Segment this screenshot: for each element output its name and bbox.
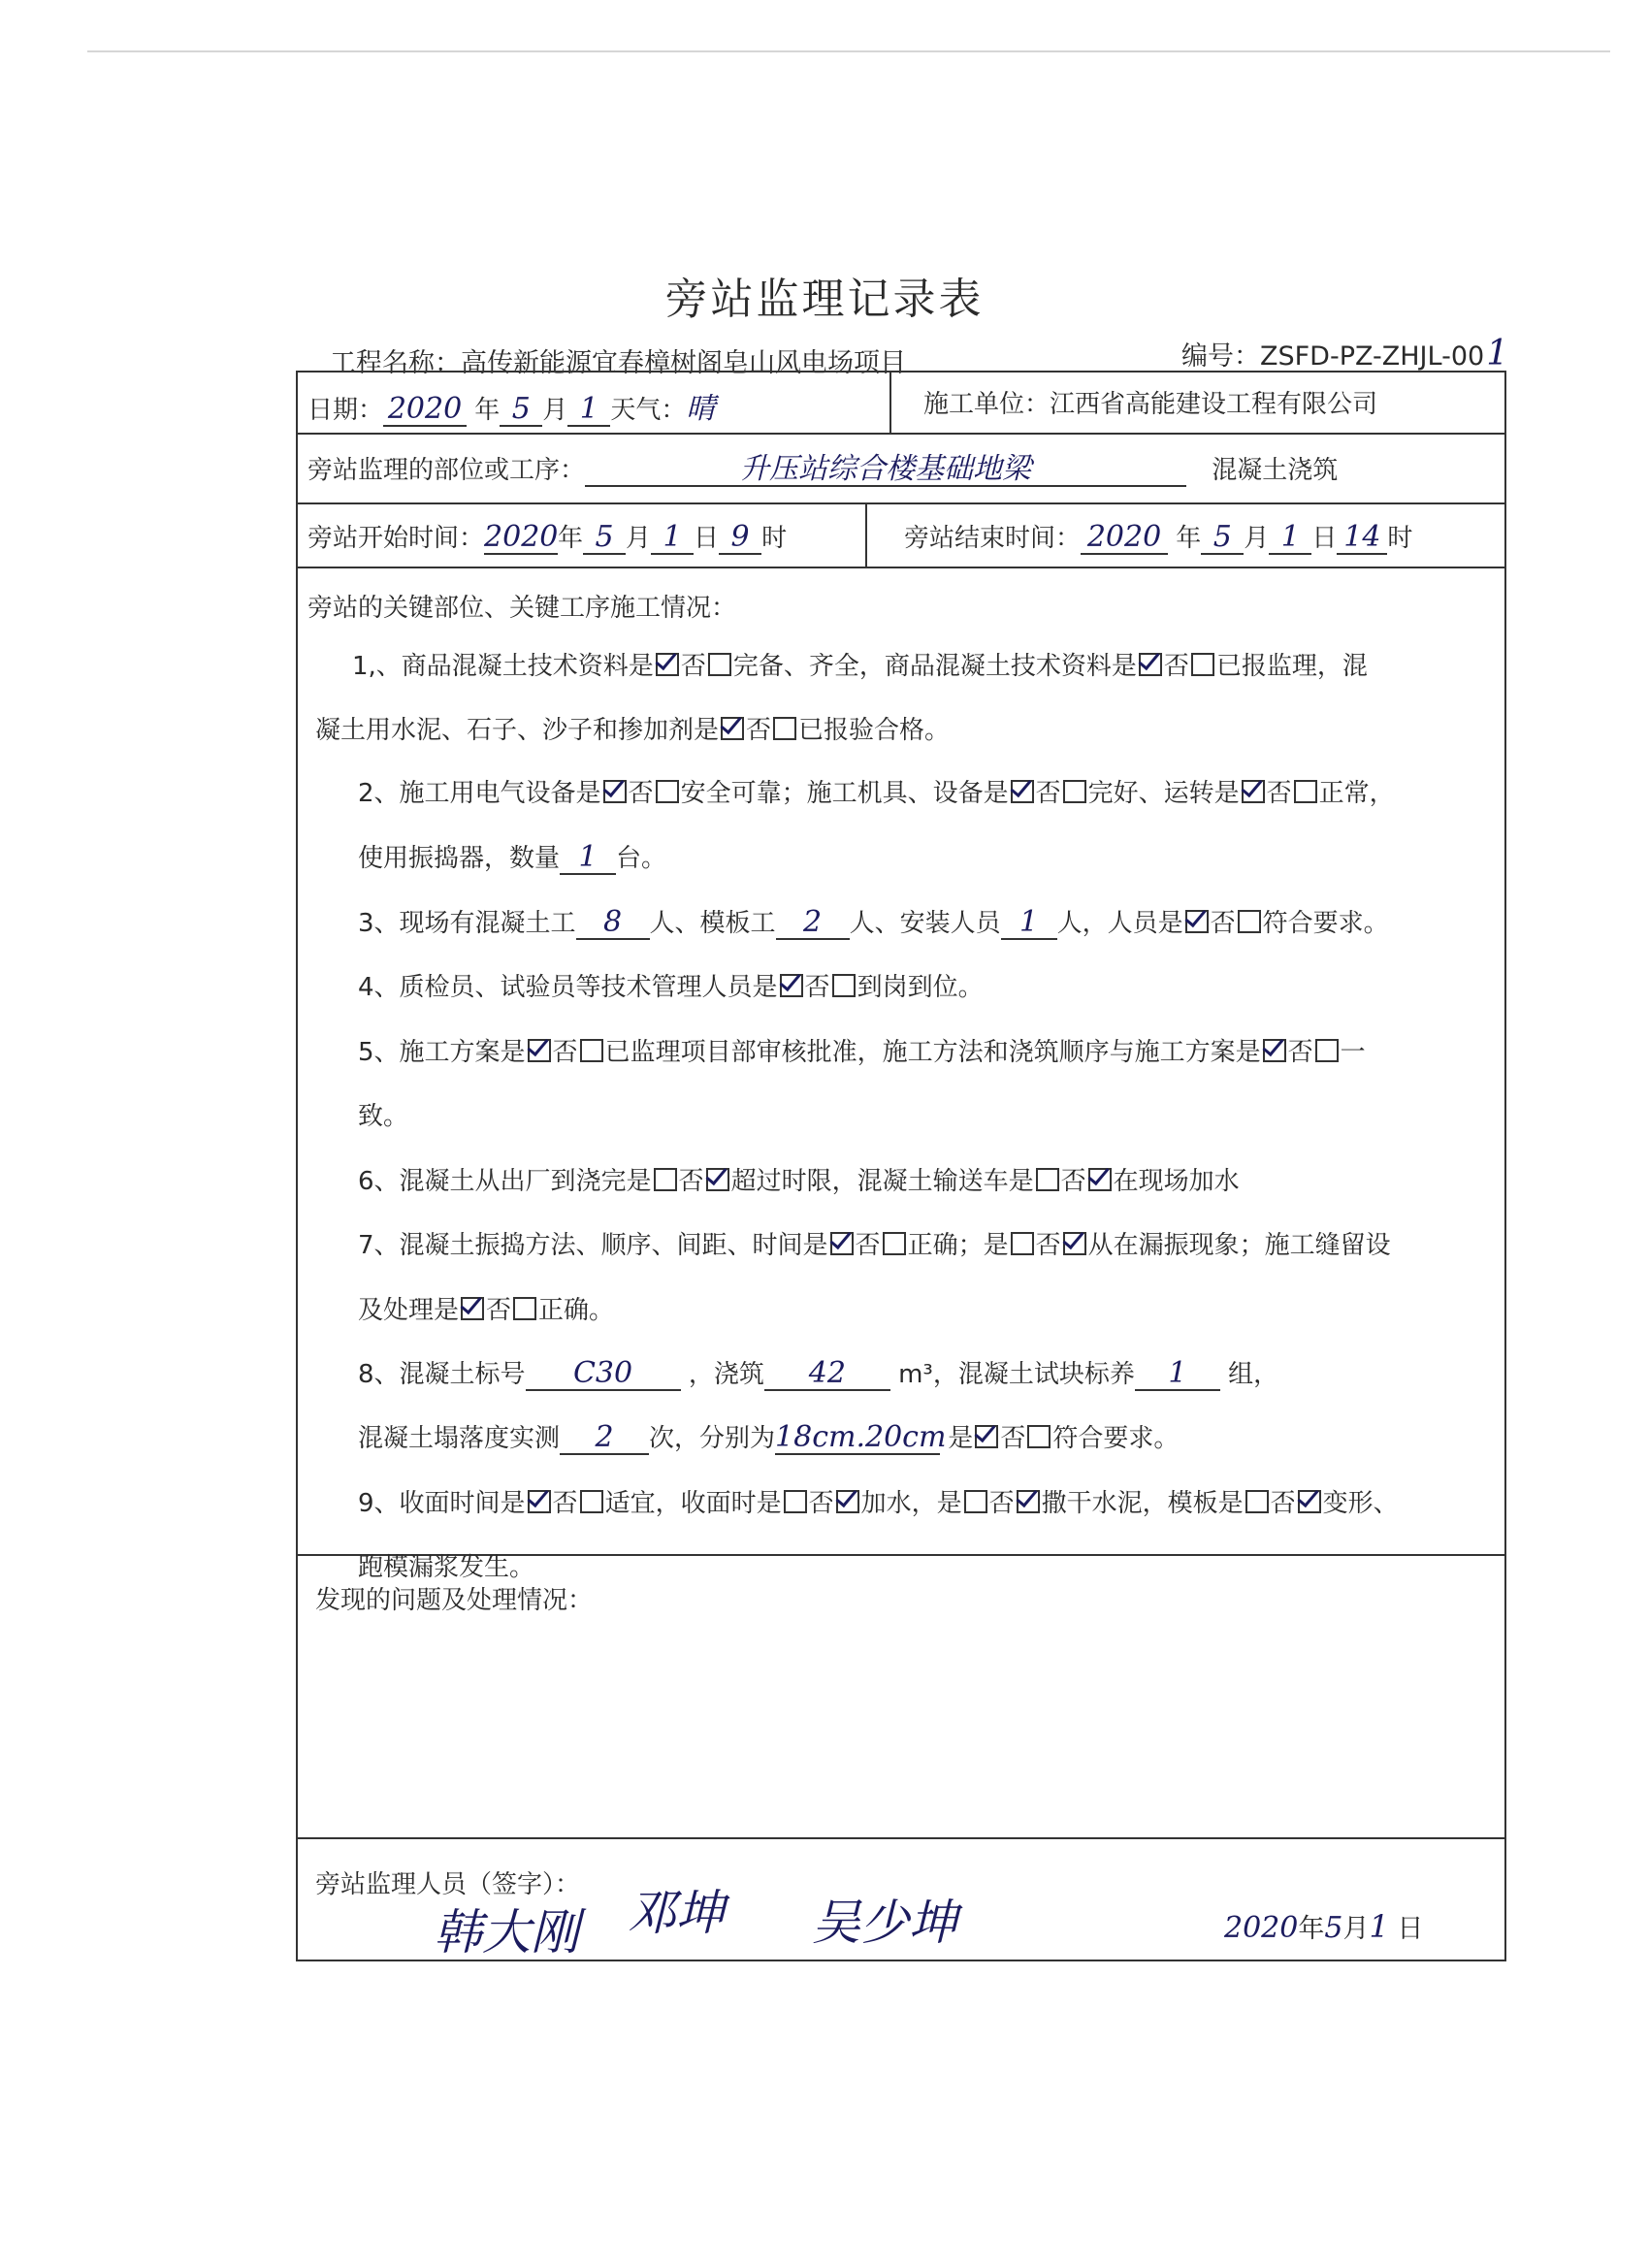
checkbox-checked[interactable]: [721, 717, 744, 740]
sig-month-unit: 月: [1342, 1914, 1370, 1944]
sig-year: 2020: [1224, 1911, 1299, 1945]
item-4: 4、质检员、试验员等技术管理人员是 否 到岗到位。: [358, 973, 984, 1002]
checkbox-checked[interactable]: [528, 1039, 551, 1062]
signature-1: 韩大刚: [434, 1904, 579, 1960]
start-time-cell: [307, 518, 787, 555]
signature-3: 吴少坤: [812, 1895, 957, 1951]
concrete-workers: 8: [603, 905, 623, 939]
start-month: 5: [595, 520, 614, 554]
code-printed: ZSFD-PZ-ZHJL-00: [1260, 341, 1485, 372]
location-handwritten: 升压站综合楼基础地梁: [740, 452, 1032, 486]
form-code: [1181, 334, 1508, 373]
checkbox-checked[interactable]: [706, 1168, 729, 1191]
start-hour-unit: 时: [761, 524, 788, 553]
item-2-line-2: 使用振捣器，数量 1 台。: [358, 840, 667, 874]
item-1-line-1: 1,、商品混凝土技术资料是 否 完备、齐全，商品混凝土技术资料是 否 已报监理，混: [352, 652, 1368, 681]
supervisor-label: 旁站监理人员（签字）：: [315, 1870, 581, 1899]
end-label: 旁站结束时间：: [904, 524, 1082, 553]
checkbox-empty[interactable]: [964, 1490, 987, 1513]
formwork-workers: 2: [803, 905, 823, 939]
issues-heading: 发现的问题及处理情况：: [315, 1586, 594, 1615]
end-hour: 14: [1343, 520, 1381, 554]
pour-volume: 42: [808, 1356, 846, 1390]
checkbox-empty[interactable]: [1245, 1490, 1269, 1513]
row-divider: [298, 1837, 1504, 1839]
install-workers: 1: [1019, 905, 1039, 939]
item-8-line-2: 混凝土塌落度实测 2 次，分别为18cm.20cm 是 否 符合要求。: [358, 1420, 1180, 1454]
checkbox-empty[interactable]: [708, 653, 731, 676]
date-year-unit: 年: [474, 396, 501, 425]
date-label: 日期：: [307, 396, 384, 425]
checkbox-checked[interactable]: [461, 1297, 484, 1320]
checkbox-empty[interactable]: [654, 1168, 677, 1191]
date-month-unit: 月: [542, 396, 568, 425]
checkbox-checked[interactable]: [528, 1490, 551, 1513]
checkbox-empty[interactable]: [1315, 1039, 1339, 1062]
contractor-label: 施工单位：: [923, 390, 1051, 419]
contractor-cell: [923, 384, 1377, 420]
col-divider: [865, 502, 867, 567]
checkbox-checked[interactable]: [836, 1490, 859, 1513]
item-3: 3、现场有混凝土工 8 人、模板工 2 人、安装人员 1 人，人员是 否 符合要求。: [358, 905, 1389, 939]
section-heading: 旁站的关键部位、关键工序施工情况：: [307, 594, 737, 623]
checkbox-checked[interactable]: [603, 780, 627, 803]
end-month-unit: 月: [1244, 524, 1270, 553]
location-label: 旁站监理的部位或工序：: [307, 456, 586, 485]
checkbox-empty[interactable]: [784, 1490, 807, 1513]
row-divider: [298, 502, 1504, 504]
checkbox-empty[interactable]: [773, 717, 796, 740]
checkbox-checked[interactable]: [830, 1232, 854, 1255]
item-5-line-1: 5、施工方案是 否 已监理项目部审核批准，施工方法和浇筑顺序与施工方案是 否 一: [358, 1038, 1366, 1067]
start-label: 旁站开始时间：: [307, 524, 485, 553]
end-year-unit: 年: [1176, 524, 1202, 553]
end-day: 1: [1280, 520, 1300, 554]
project-name: 高传新能源宜春樟树阁皂山风电场项目: [461, 348, 906, 378]
vibrator-count: 1: [578, 840, 598, 874]
row-divider: [298, 433, 1504, 435]
checkbox-checked[interactable]: [1088, 1168, 1112, 1191]
checkbox-checked[interactable]: [1185, 910, 1209, 933]
end-time-cell: [904, 518, 1412, 555]
checkbox-empty[interactable]: [1036, 1168, 1059, 1191]
signature-2: 邓坤: [628, 1885, 725, 1941]
item-9-line-1: 9、收面时间是 否 适宜，收面时是 否 加水，是 否 撒干水泥，模板是 否 变形、: [358, 1489, 1399, 1518]
slump-tests: 2: [595, 1420, 614, 1454]
contractor-name: 江西省高能建设工程有限公司: [1050, 390, 1378, 419]
checkbox-empty[interactable]: [656, 780, 679, 803]
item-5-line-2: 致。: [358, 1102, 409, 1131]
end-hour-unit: 时: [1387, 524, 1413, 553]
concrete-grade: C30: [572, 1356, 633, 1390]
checkbox-empty[interactable]: [832, 974, 856, 997]
date-weather-label: 天气：: [610, 396, 687, 425]
test-blocks: 1: [1168, 1356, 1187, 1390]
form-title: 旁站监理记录表: [664, 275, 985, 324]
project-label: 工程名称：: [330, 348, 461, 378]
checkbox-checked[interactable]: [1263, 1039, 1286, 1062]
col-divider: [889, 373, 891, 433]
checkbox-checked[interactable]: [1011, 780, 1034, 803]
location-process: 混凝土浇筑: [1212, 456, 1339, 485]
start-year-unit: 年: [558, 524, 584, 553]
signature-date: [1224, 1907, 1423, 1945]
start-month-unit: 月: [626, 524, 652, 553]
end-month: 5: [1212, 520, 1232, 554]
date-month: 5: [511, 392, 531, 426]
checkbox-empty[interactable]: [580, 1490, 603, 1513]
scan-edge-line: [87, 50, 1610, 52]
checkbox-empty[interactable]: [1191, 653, 1214, 676]
checkbox-checked[interactable]: [975, 1425, 998, 1448]
checkbox-empty[interactable]: [513, 1297, 536, 1320]
location-cell: [307, 450, 1338, 487]
slump-values: 18cm.20cm: [775, 1420, 947, 1454]
weather-value: 晴: [686, 392, 716, 426]
date-year: 2020: [387, 392, 463, 426]
end-year: 2020: [1086, 520, 1162, 554]
item-1-line-2: 凝土用水泥、石子、沙子和掺加剂是 否 已报验合格。: [315, 716, 951, 745]
item-7-line-1: 7、混凝土振捣方法、顺序、间距、时间是 否 正确；是 否 从在漏振现象；施工缝留设: [358, 1231, 1391, 1260]
checkbox-checked[interactable]: [780, 974, 803, 997]
date-cell: [307, 384, 715, 427]
checkbox-checked[interactable]: [656, 653, 679, 676]
sig-day: 1: [1369, 1908, 1389, 1945]
end-day-unit: 日: [1311, 524, 1338, 553]
item-9-line-2: 跑模漏浆发生。: [358, 1553, 535, 1582]
row-divider: [298, 567, 1504, 568]
sig-year-unit: 年: [1298, 1914, 1325, 1944]
checkbox-checked[interactable]: [1298, 1490, 1321, 1513]
item-7-line-2: 及处理是 否 正确。: [358, 1296, 615, 1325]
checkbox-empty[interactable]: [580, 1039, 603, 1062]
checkbox-checked[interactable]: [1017, 1490, 1040, 1513]
item-8-line-1: 8、混凝土标号 C30 ，浇筑 42 m³，混凝土试块标养 1 组，: [358, 1356, 1279, 1390]
checkbox-empty[interactable]: [883, 1232, 906, 1255]
checkbox-empty[interactable]: [1238, 910, 1261, 933]
code-handwritten: 1: [1486, 334, 1509, 373]
checkbox-checked[interactable]: [1063, 1232, 1086, 1255]
checkbox-empty[interactable]: [1027, 1425, 1051, 1448]
sig-month: 5: [1324, 1911, 1343, 1945]
start-year: 2020: [484, 520, 559, 554]
checkbox-empty[interactable]: [1011, 1232, 1034, 1255]
checkbox-checked[interactable]: [1139, 653, 1162, 676]
start-hour: 9: [730, 520, 750, 554]
code-label: 编号：: [1181, 341, 1260, 372]
checkbox-empty[interactable]: [1294, 780, 1317, 803]
checkbox-checked[interactable]: [1242, 780, 1265, 803]
date-day: 1: [579, 392, 598, 426]
start-day-unit: 日: [694, 524, 720, 553]
item-6: 6、混凝土从出厂到浇完是 否 超过时限，混凝土输送车是 否 在现场加水: [358, 1167, 1240, 1196]
sig-day-unit: 日: [1397, 1914, 1424, 1944]
start-day: 1: [663, 520, 682, 554]
record-table: [296, 371, 1506, 1961]
checkbox-empty[interactable]: [1063, 780, 1086, 803]
item-2-line-1: 2、施工用电气设备是 否 安全可靠；施工机具、设备是 否 完好、运转是 否 正常，: [358, 779, 1395, 808]
